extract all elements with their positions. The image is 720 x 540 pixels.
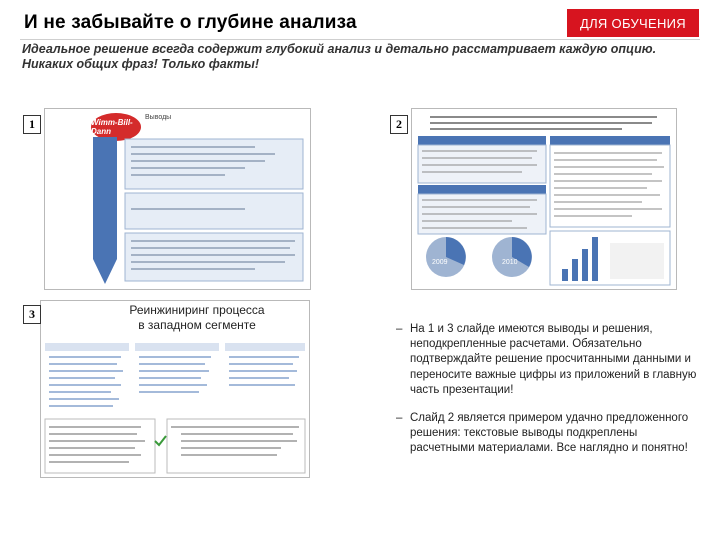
title-divider xyxy=(20,39,700,40)
slide-2-thumbnail xyxy=(411,108,677,290)
left-panel-header xyxy=(418,136,546,145)
right-panel-header xyxy=(550,136,670,145)
slide-1-content xyxy=(45,109,310,289)
bar xyxy=(572,259,578,281)
slide-1-thumbnail xyxy=(44,108,311,290)
commentary-text-1: На 1 и 3 слайде имеются выводы и решения, неподкрепленные расчетами. Обязательно подтверждайте решение просчитанными данными и переносите важные цифры из приложений в главную часть презентации! xyxy=(410,323,697,396)
slide-1-number: 1 xyxy=(23,115,41,134)
slide-3-title-line-2: в западном сегменте xyxy=(138,318,256,332)
for-training-badge: ДЛЯ ОБУЧЕНИЯ xyxy=(567,9,699,37)
commentary-item-1 xyxy=(396,322,701,398)
bar xyxy=(582,249,588,281)
left-panel-header-2 xyxy=(418,185,546,194)
slide-2-number: 2 xyxy=(390,115,408,134)
bar xyxy=(592,237,598,281)
pie-label-2010: 2010 xyxy=(502,259,518,266)
subtitle-line-2: Никаких общих фраз! Только факты! xyxy=(22,57,260,71)
check-icon xyxy=(155,436,166,445)
subtitle-line-1: Идеальное решение всегда содержит глубокий анализ и детально рассматривает каждую опцию. xyxy=(22,42,657,56)
slide-3-content xyxy=(41,301,309,477)
commentary-list xyxy=(396,322,701,470)
subtitle xyxy=(22,42,712,72)
process-arrow xyxy=(93,137,117,284)
bullet-dash: – xyxy=(396,323,403,335)
company-logo: Wimm-Bill-Dann xyxy=(91,113,141,141)
bar-chart-legend xyxy=(610,243,664,279)
column-header-1 xyxy=(45,343,129,351)
column-header-2 xyxy=(135,343,219,351)
conclusion-box-3 xyxy=(125,233,303,281)
bar xyxy=(562,269,568,281)
right-panel xyxy=(550,145,670,227)
slide-3-thumbnail xyxy=(40,300,310,478)
conclusion-box-2 xyxy=(125,193,303,229)
slide-1-label: Выводы xyxy=(145,114,172,121)
slide-3-number: 3 xyxy=(23,305,41,324)
commentary-item-2 xyxy=(396,411,701,457)
slide-2-content xyxy=(412,109,676,289)
slide-3-title-line-1: Реинжиниринг процесса xyxy=(129,303,265,317)
pie-label-2009: 2009 xyxy=(432,259,448,266)
page-title: И не забывайте о глубине анализа xyxy=(24,12,357,33)
commentary-text-2: Слайд 2 является примером удачно предложенного решения: текстовые выводы подкреплены расчетными материалами. Все наглядно и понятно! xyxy=(410,412,689,455)
column-header-3 xyxy=(225,343,305,351)
bullet-dash: – xyxy=(396,412,403,425)
